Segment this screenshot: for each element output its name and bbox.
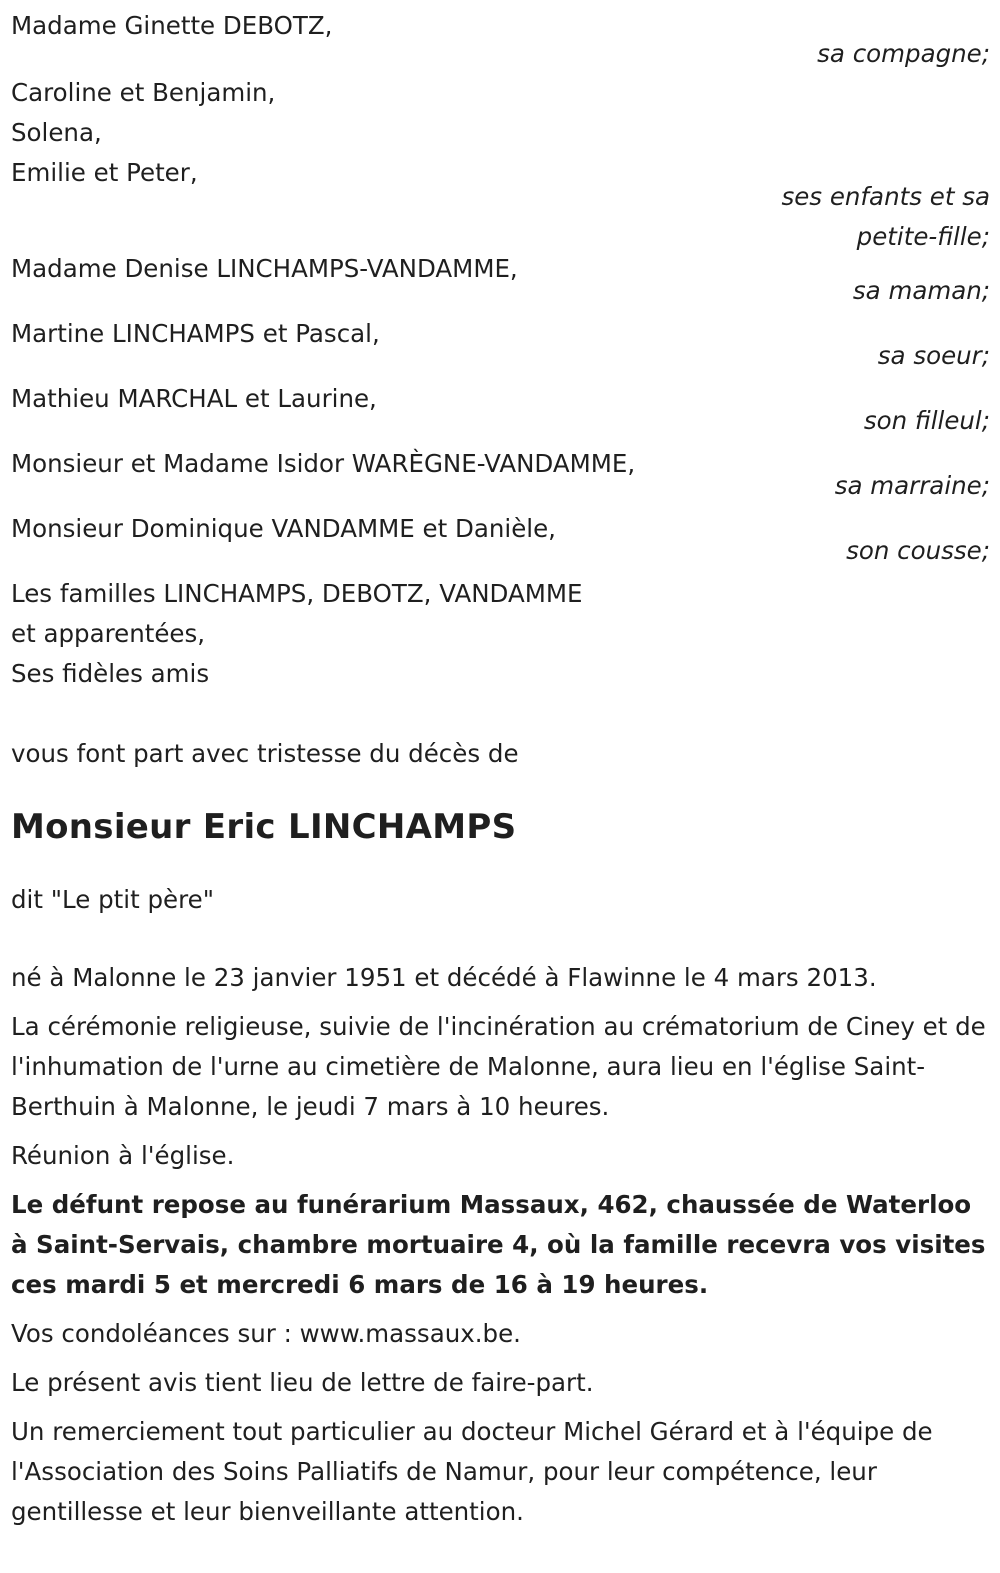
family-relation: sa maman; [852, 276, 990, 305]
family-relation: ses enfants et sa petite-fille; [781, 182, 990, 251]
family-name-line: Monsieur Dominique VANDAMME et Danièle, [11, 514, 556, 543]
thanks-text: Un remerciement tout particulier au docteur Michel Gérard et à l'équipe de l'Association des Soins Palliatifs de Namur, pour leur compétence, leur gentillesse et leur bienveillante attention. [11, 1417, 933, 1526]
family-relation: sa marraine; [834, 471, 990, 500]
condolences-text: Vos condoléances sur : www.massaux.be. [11, 1319, 521, 1348]
family-entry-mother [11, 249, 990, 311]
family-entry-godmother [11, 444, 990, 506]
families-block [11, 574, 990, 694]
family-name-line: Solena, [11, 118, 102, 147]
family-entry-children [11, 73, 990, 257]
birth-death-text: né à Malonne le 23 janvier 1951 et décédé à Flawinne le 4 mars 2013. [11, 963, 877, 992]
family-name-line: Emilie et Peter, [11, 158, 198, 187]
families-line: Les familles LINCHAMPS, DEBOTZ, VANDAMME [11, 579, 583, 608]
families-line: Ses fidèles amis [11, 659, 210, 688]
family-relation: son cousse; [846, 536, 990, 565]
family-entry-sister [11, 314, 990, 376]
family-relation: sa soeur; [877, 341, 990, 370]
family-relation: son filleul; [863, 406, 990, 435]
family-relation: sa compagne; [817, 39, 990, 68]
notice-text: Le présent avis tient lieu de lettre de faire-part. [11, 1368, 594, 1397]
family-entry-cousin [11, 509, 990, 571]
ceremony-text: La cérémonie religieuse, suivie de l'incinération au crématorium de Ciney et de l'inhumation de l'urne au cimetière de Malonne, aura lieu en l'église Saint-Berthuin à Malonne, le jeudi 7 mars à 10 heures. [11, 1012, 986, 1121]
announcement-text: vous font part avec tristesse du décès de [11, 739, 519, 768]
families-line: et apparentées, [11, 619, 206, 648]
family-entry-companion [11, 6, 990, 74]
funerarium-text: Le défunt repose au funérarium Massaux, 462, chaussée de Waterloo à Saint-Servais, chambre mortuaire 4, où la famille recevra vos visites ces mardi 5 et mercredi 6 mars de 16 à 19 heures. [11, 1190, 986, 1299]
reunion-text: Réunion à l'église. [11, 1141, 235, 1170]
family-name-line: Monsieur et Madame Isidor WARÈGNE-VANDAMME, [11, 449, 636, 478]
nickname-text: dit "Le ptit père" [11, 885, 214, 914]
family-name-line: Caroline et Benjamin, [11, 78, 276, 107]
deceased-name: Monsieur Eric LINCHAMPS [11, 807, 517, 847]
family-name-line: Madame Ginette DEBOTZ, [11, 11, 333, 40]
family-name-line: Madame Denise LINCHAMPS-VANDAMME, [11, 254, 518, 283]
obituary-page [0, 6, 1000, 1573]
family-entry-godson [11, 379, 990, 441]
family-name-line: Mathieu MARCHAL et Laurine, [11, 384, 377, 413]
family-name-line: Martine LINCHAMPS et Pascal, [11, 319, 380, 348]
